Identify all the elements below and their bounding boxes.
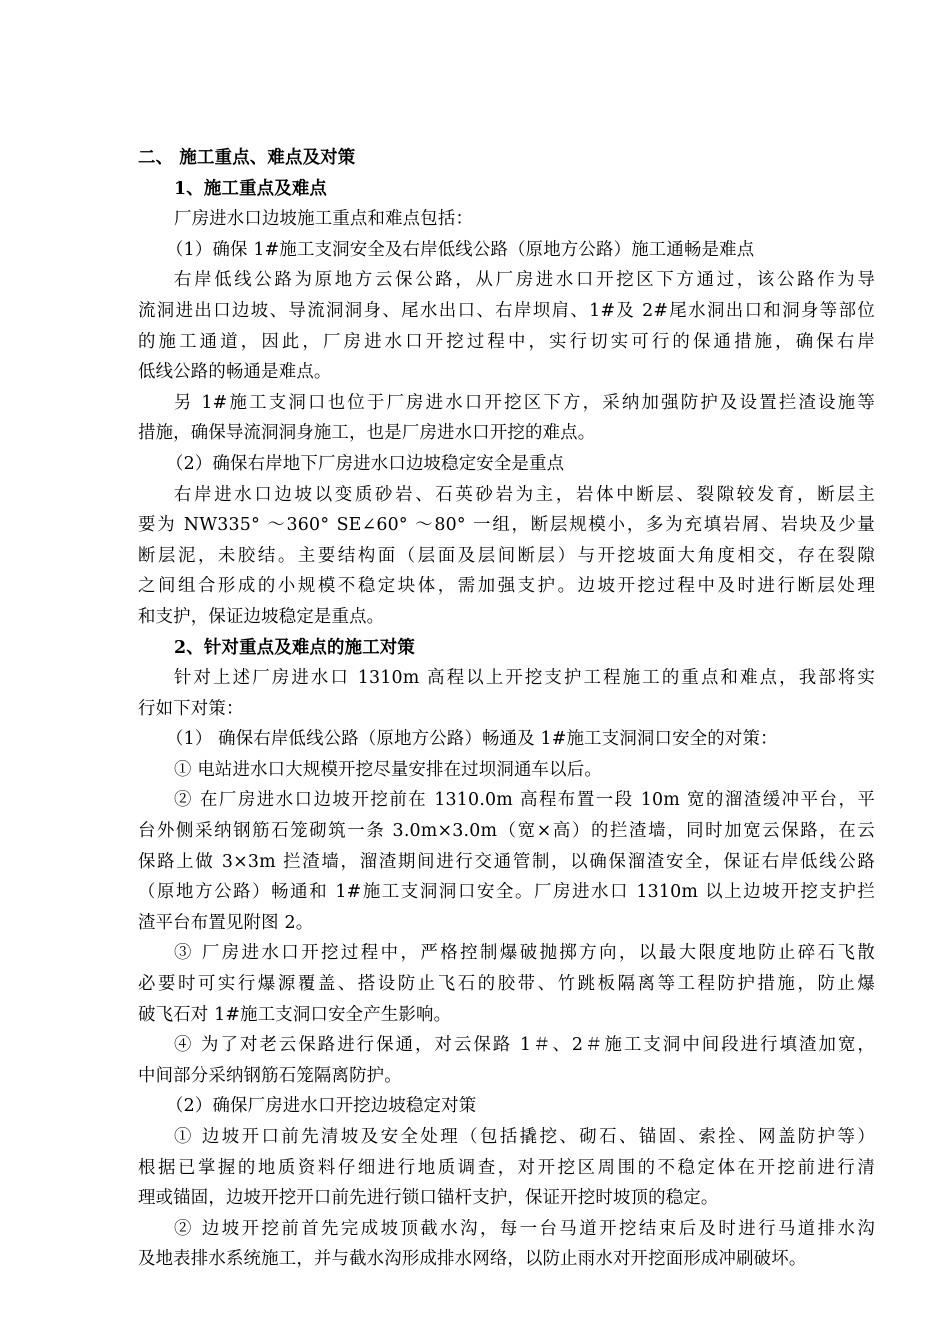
subsection-1-intro: 厂房进水口边坡施工重点和难点包括： <box>174 209 474 230</box>
item-1-title: （1）确保 1#施工支洞安全及右岸低线公路（原地方公路）施工通畅是难点 <box>166 239 755 260</box>
item-1-para-1-line: 低线公路的畅通是难点。 <box>138 362 332 383</box>
item-2-para-line: 要为 NW335° ～360° SE∠60° ～80° 一组，断层规模小，多为充填岩屑、岩块及少量 <box>138 515 875 536</box>
measure-1-point-3-line: ③ 厂房进水口开挖过程中，严格控制爆破抛掷方向，以最大限度地防止碎石飞散 <box>174 943 875 964</box>
item-1-para-1-line: 的施工通道，因此，厂房进水口开挖过程中，实行切实可行的保通措施，确保右岸 <box>138 331 875 352</box>
measure-2-title: （2）确保厂房进水口开挖边坡稳定对策 <box>166 1096 477 1117</box>
measure-1-point-2-line: ② 在厂房进水口边坡开挖前在 1310.0m 高程布置一段 10m 宽的溜渣缓冲平台，平 <box>174 790 875 811</box>
document-page <box>138 143 875 1275</box>
item-2-title: （2）确保右岸地下厂房进水口边坡稳定安全是重点 <box>166 453 565 474</box>
measure-2-point-1-line: 根据已掌握的地质资料仔细进行地质调查，对开挖区周围的不稳定体在开挖前进行清 <box>138 1157 875 1178</box>
item-2-para-line: 和支护，保证边坡稳定是重点。 <box>138 606 385 627</box>
measure-2-point-2-line: 及地表排水系统施工，并与截水沟形成排水网络，以防止雨水对开挖面形成冲刷破坏。 <box>138 1249 807 1270</box>
measure-1-point-2-line: 渣平台布置见附图 2。 <box>138 912 314 933</box>
subsection-2-title: 2、针对重点及难点的施工对策 <box>174 637 415 658</box>
section-title: 二、 施工重点、难点及对策 <box>138 148 356 168</box>
measure-2-point-1-line: 理或锚固，边坡开挖开口前先进行锁口锚杆支护，保证开挖时坡顶的稳定。 <box>138 1188 719 1209</box>
item-2-para-line: 右岸进水口边坡以变质砂岩、石英砂岩为主，岩体中断层、裂隙较发育，断层主 <box>174 484 875 505</box>
measure-1-point-2-line: 台外侧采纳钢筋石笼砌筑一条 3.0m×3.0m（宽×高）的拦渣墙，同时加宽云保路，在云 <box>138 821 875 842</box>
measure-1-point-3-line: 必要时可实行爆源覆盖、搭设防止飞石的胶带、竹跳板隔离等工程防护措施，防止爆 <box>138 974 875 995</box>
item-2-para-line: 断层泥，未胶结。主要结构面（层面及层间断层）与开挖坡面大角度相交，存在裂隙 <box>138 545 875 566</box>
subsection-1-title: 1、施工重点及难点 <box>174 178 328 199</box>
measure-1-point-2-line: （原地方公路）畅通和 1#施工支洞洞口安全。厂房进水口 1310m 以上边坡开挖支护拦 <box>138 882 875 903</box>
subsection-2-intro-line: 针对上述厂房进水口 1310m 高程以上开挖支护工程施工的重点和难点，我部将实 <box>174 668 875 689</box>
item-1-para-1-line: 流洞进出口边坡、导流洞洞身、尾水出口、右岸坝肩、1#及 2#尾水洞出口和洞身等部位 <box>138 300 875 321</box>
measure-1-point-4-line: ④ 为了对老云保路进行保通，对云保路 1＃、2＃施工支洞中间段进行填渣加宽， <box>174 1035 875 1056</box>
measure-2-point-2-line: ② 边坡开挖前首先完成坡顶截水沟，每一台马道开挖结束后及时进行马道排水沟 <box>174 1218 875 1239</box>
item-1-para-2-line: 另 1#施工支洞口也位于厂房进水口开挖区下方，采纳加强防护及设置拦渣设施等 <box>174 392 875 413</box>
measure-1-title: （1） 确保右岸低线公路（原地方公路）畅通及 1#施工支洞洞口安全的对策： <box>166 729 778 750</box>
item-2-para-line: 之间组合形成的小规模不稳定块体，需加强支护。边坡开挖过程中及时进行断层处理 <box>138 576 875 597</box>
item-1-para-2-line: 措施，确保导流洞洞身施工，也是厂房进水口开挖的难点。 <box>138 423 596 444</box>
measure-1-point-1: ① 电站进水口大规模开挖尽量安排在过坝洞通车以后。 <box>174 759 602 780</box>
measure-1-point-2-line: 保路上做 3×3m 拦渣墙，溜渣期间进行交通管制，以确保溜渣安全，保证右岸低线公路 <box>138 851 875 872</box>
measure-2-point-1-line: ① 边坡开口前先清坡及安全处理（包括撬挖、砌石、锚固、索拴、网盖防护等） <box>174 1127 875 1147</box>
measure-1-point-4-line: 中间部分采纳钢筋石笼隔离防护。 <box>138 1065 402 1086</box>
subsection-2-intro-line: 行如下对策： <box>138 698 244 719</box>
measure-1-point-3-line: 破飞石对 1#施工支洞口安全产生影响。 <box>138 1004 452 1025</box>
item-1-para-1-line: 右岸低线公路为原地方云保公路，从厂房进水口开挖区下方通过，该公路作为导 <box>174 270 875 291</box>
